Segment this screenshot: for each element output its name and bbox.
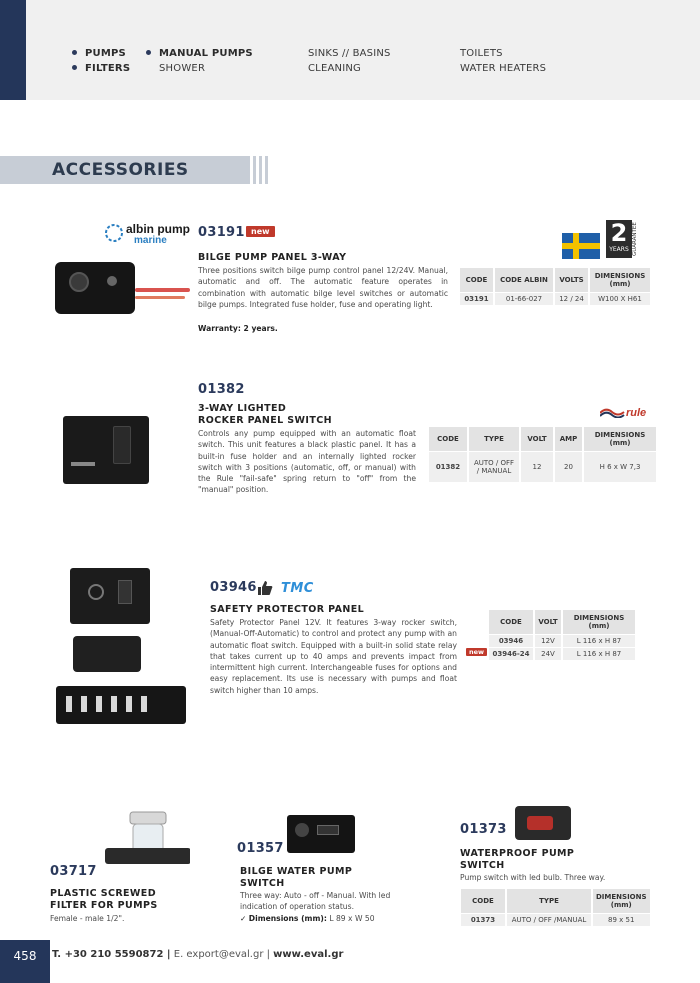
new-badge: new <box>466 648 487 656</box>
band-stripe <box>259 156 262 184</box>
toggle-icon <box>317 825 339 835</box>
rocker-switch-photo <box>63 416 149 484</box>
table-cell: 12 <box>521 452 553 482</box>
svg-text:albin pump: albin pump <box>126 222 190 236</box>
nav-manual-pumps[interactable]: MANUAL PUMPS <box>146 48 253 59</box>
table-cell: 01373 <box>461 914 505 926</box>
guarantee-badge <box>606 220 632 258</box>
nav-water-heaters[interactable]: WATER HEATERS <box>460 63 547 74</box>
nav-sinks-basins[interactable]: SINKS // BASINS <box>308 48 391 59</box>
column-header: DIMENSIONS (mm) <box>593 889 650 913</box>
table-cell: 03946 <box>489 635 533 647</box>
footer-website[interactable]: www.eval.gr <box>273 949 344 960</box>
footer-phone: T. +30 210 5590872 | <box>52 949 171 960</box>
thumbs-up-icon <box>257 580 273 596</box>
table-cell: L 116 x H 87 <box>563 635 635 647</box>
table-row <box>489 648 635 660</box>
band-stripe <box>265 156 268 184</box>
product-title: ROCKER PANEL SWITCH <box>198 415 332 426</box>
product-title: SAFETY PROTECTOR PANEL <box>210 604 365 615</box>
knob-icon <box>69 272 89 292</box>
filter-photo <box>105 810 190 868</box>
product-title: 3-WAY LIGHTED <box>198 403 287 414</box>
column-header: CODE <box>460 268 493 292</box>
tmc-logo: TMC <box>281 581 314 596</box>
nav-shower[interactable]: SHOWER <box>159 63 206 74</box>
table-cell: H 6 x W 7,3 <box>584 452 656 482</box>
nav-filters[interactable]: FILTERS <box>72 63 130 74</box>
product-code: 03717 <box>50 864 97 879</box>
spec-table <box>487 609 637 661</box>
bilge-switch-photo <box>287 815 355 853</box>
column-header: AMP <box>555 427 582 451</box>
fuse-icon <box>107 276 117 286</box>
table-row <box>460 293 650 305</box>
guarantee-years: YEARS <box>609 246 629 253</box>
albin-logo-icon <box>104 221 194 245</box>
product-title: PLASTIC SCREWED <box>50 888 156 899</box>
column-header: CODE <box>461 889 505 913</box>
warranty-text: Warranty: 2 years. <box>198 324 278 333</box>
rule-logo <box>600 403 650 417</box>
product-title: SWITCH <box>240 878 285 889</box>
table-header-row <box>460 268 650 292</box>
product-title: FILTER FOR PUMPS <box>50 900 158 911</box>
relay-box-photo <box>73 636 141 672</box>
table-cell: 03191 <box>460 293 493 305</box>
table-header-row <box>489 610 635 634</box>
filter-icon <box>105 810 190 868</box>
nav-pumps[interactable]: PUMPS <box>72 48 126 59</box>
table-cell: W100 X H61 <box>590 293 650 305</box>
table-cell: 12V <box>535 635 561 647</box>
table-row <box>461 914 650 926</box>
product-code: 01357 <box>237 841 284 856</box>
label-icon <box>71 462 95 466</box>
rocker-icon <box>118 580 132 604</box>
column-header: DIMENSIONS (mm) <box>584 427 656 451</box>
product-code: 03946 <box>210 580 257 595</box>
table-cell: 12 / 24 <box>555 293 588 305</box>
table-cell: AUTO / OFF / MANUAL <box>469 452 519 482</box>
table-cell: 01382 <box>429 452 467 482</box>
albin-pump-logo <box>104 221 194 245</box>
fuse-block-photo <box>56 686 186 724</box>
footer-contact <box>52 949 343 960</box>
nav-cleaning[interactable]: CLEANING <box>308 63 361 74</box>
column-header: DIMENSIONS (mm) <box>563 610 635 634</box>
rocker-icon <box>113 426 131 464</box>
product-description: Controls any pump equipped with an automatic float switch. This unit features a black plastic panel. It has a built-in fuse holder and an internally lighted rocker switch with 3 positions (automatic, off, or manual) with the Rule "fail-safe" spring return to "off" from the "manual" position. <box>198 429 416 495</box>
bullet-icon <box>72 65 77 70</box>
product-description: Female - male 1/2". <box>50 914 125 923</box>
new-badge: new <box>246 226 275 237</box>
table-cell: AUTO / OFF /MANUAL <box>507 914 591 926</box>
svg-text:rule: rule <box>626 407 647 418</box>
guarantee-label: GUARANTEE <box>632 222 638 256</box>
header-accent <box>0 0 26 100</box>
column-header: VOLT <box>521 427 553 451</box>
product-title: SWITCH <box>460 860 505 871</box>
table-cell: 03946-24 <box>489 648 533 660</box>
table-header-row <box>461 889 650 913</box>
page-number: 458 <box>0 940 50 983</box>
spec-table <box>427 426 658 483</box>
product-code: 01373 <box>460 822 507 837</box>
product-title: BILGE WATER PUMP <box>240 866 353 877</box>
column-header: DIMENSIONS (mm) <box>590 268 650 292</box>
bullet-icon <box>72 50 77 55</box>
safety-panel-photo <box>70 568 150 624</box>
product-code: 03191 <box>198 225 245 240</box>
led-icon <box>295 823 309 837</box>
product-code: 01382 <box>198 382 245 397</box>
bilge-panel-photo <box>55 262 135 314</box>
wire-icon <box>135 296 185 299</box>
fuses-icon <box>66 696 156 712</box>
column-header: CODE ALBIN <box>495 268 553 292</box>
table-cell: 24V <box>535 648 561 660</box>
sweden-flag-icon <box>562 233 600 259</box>
table-header-row <box>429 427 656 451</box>
section-title: ACCESSORIES <box>52 160 189 180</box>
dimensions-line <box>240 913 375 924</box>
nav-toilets[interactable]: TOILETS <box>460 48 503 59</box>
table-cell: L 116 x H 87 <box>563 648 635 660</box>
guarantee-number: 2 <box>610 219 628 247</box>
table-cell: 89 x 51 <box>593 914 650 926</box>
wire-icon <box>135 288 190 292</box>
column-header: VOLTS <box>555 268 588 292</box>
column-header: TYPE <box>507 889 591 913</box>
bullet-icon <box>146 50 151 55</box>
product-description: Pump switch with led bulb. Three way. <box>460 873 606 882</box>
table-cell: 20 <box>555 452 582 482</box>
footer-email[interactable]: E. export@eval.gr | <box>173 949 270 960</box>
dimensions-label: Dimensions (mm): <box>248 914 327 923</box>
product-title: WATERPROOF PUMP <box>460 848 575 859</box>
dimensions-value: L 89 x W 50 <box>329 914 375 923</box>
waterproof-switch-photo <box>515 806 571 840</box>
band-stripe <box>253 156 256 184</box>
rule-logo-icon <box>600 404 650 418</box>
product-description: Three positions switch bilge pump control panel 12/24V. Manual, automatic and off. The automatic feature operates in combination with automatic bilge level switches or automatic bilge pumps. Integrated fuse holder, fuse and operating light. <box>198 266 448 309</box>
svg-text:marine: marine <box>134 235 167 245</box>
table-row <box>429 452 656 482</box>
product-description: Safety Protector Panel 12V. It features 3-way rocker switch,(Manual-Off-Automatic) to control and protect any pump with an automatic float switch. Equipped with a built-in solid state relay that takes current up to 40 amps and prevents impact from intermittent high current. Interchangeable fuses for options and easy replacement. Its use is necessary with pumps and float switch higher than 10 amps. <box>210 618 457 695</box>
column-header: TYPE <box>469 427 519 451</box>
table-row <box>489 635 635 647</box>
column-header: CODE <box>489 610 533 634</box>
switch-icon <box>527 816 553 830</box>
check-icon: ✓ <box>240 914 247 923</box>
product-description: Three way: Auto - off - Manual. With led indication of operation status. <box>240 891 391 912</box>
spec-table <box>459 888 652 927</box>
spec-table <box>458 267 652 306</box>
product-title: BILGE PUMP PANEL 3-WAY <box>198 252 347 263</box>
table-cell: 01-66-027 <box>495 293 553 305</box>
column-header: VOLT <box>535 610 561 634</box>
fuse-icon <box>88 584 104 600</box>
column-header: CODE <box>429 427 467 451</box>
